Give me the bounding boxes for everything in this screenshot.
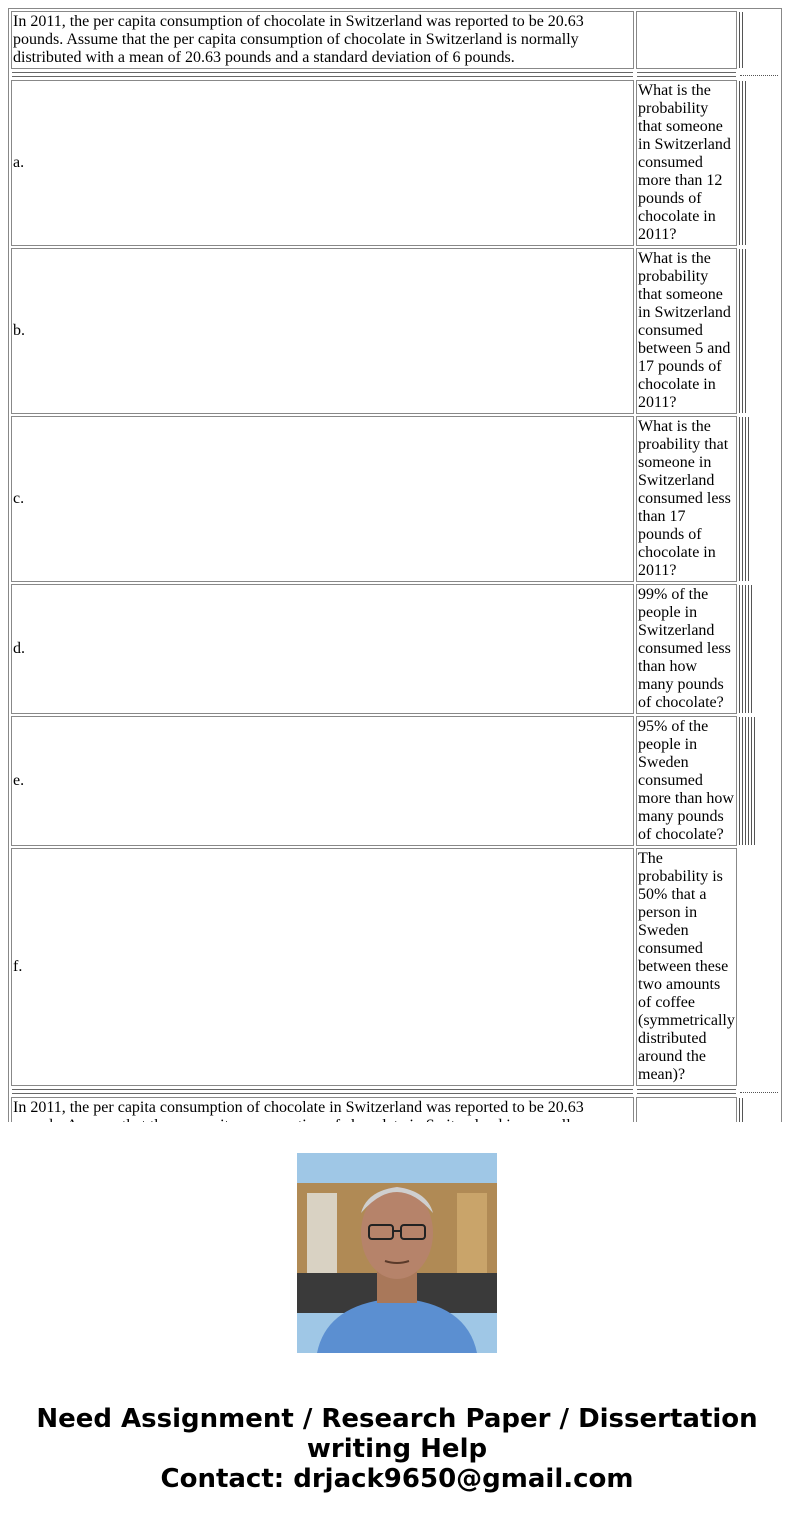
contact-banner (0, 1404, 794, 1494)
question-row (11, 80, 779, 246)
vertical-rule-lines (739, 417, 779, 581)
double-rule (12, 1089, 633, 1094)
question-text-cell: 95% of the people in Sweden consumed more than how many pounds of chocolate? (636, 716, 737, 846)
intro-row (11, 11, 779, 69)
intro-cell: In 2011, the per capita consumption of chocolate in Switzerland was reported to be 20.63 pounds. Assume that the per capita consumption of chocolate in Switzerland is normally distributed with a mean of 20.63 pounds and a standard deviation of 6 pounds. (11, 11, 634, 69)
cta-line-2: writing Help (306, 1434, 488, 1464)
double-rule (637, 1089, 736, 1094)
vertical-rule-lines (739, 717, 779, 845)
promo-footer (0, 1122, 794, 1523)
question-label-cell: c. (11, 416, 634, 582)
vertical-rule-lines (739, 249, 779, 413)
question-label-cell: a. (11, 80, 634, 246)
intro-cell: In 2011, the per capita consumption of chocolate in Switzerland was reported to be 20.63 (11, 1097, 634, 1155)
problem-table (8, 8, 782, 1158)
question-row (11, 716, 779, 846)
question-text-cell: What is the probability that someone in Switzerland consumed between 5 and 17 pounds of chocolate in 2011? (636, 248, 737, 414)
intro-bar-cell (739, 11, 779, 69)
question-row (11, 248, 779, 414)
question-row (11, 848, 779, 1086)
vertical-rule-lines (739, 585, 779, 713)
question-label-cell: f. (11, 848, 634, 1086)
question-text-cell: What is the probability that someone in Switzerland consumed more than 12 pounds of chocolate in 2011? (636, 80, 737, 246)
double-rule (12, 72, 633, 77)
divider-row (11, 1088, 779, 1095)
divider-row (11, 71, 779, 78)
dotted-rule (740, 1092, 778, 1093)
question-label-cell: e. (11, 716, 634, 846)
cta-line-1: Need Assignment / Research Paper / Dissertation (36, 1404, 758, 1434)
question-label-cell: d. (11, 584, 634, 714)
cta-contact-line[interactable]: Contact: drjack9650@gmail.com (160, 1464, 634, 1494)
question-text-cell: 99% of the people in Switzerland consumed less than how many pounds of chocolate? (636, 584, 737, 714)
question-text-cell: The probability is 50% that a person in Sweden consumed between these two amounts of coffee (symmetrically distributed around the mean)? (636, 848, 737, 1086)
vertical-rule-lines (739, 81, 779, 245)
double-rule (637, 72, 736, 77)
dotted-rule (740, 75, 778, 76)
question-label-cell: b. (11, 248, 634, 414)
question-text-cell: What is the proability that someone in Switzerland consumed less than 17 pounds of chocolate in 2011? (636, 416, 737, 582)
vertical-rule-lines (739, 12, 779, 68)
question-row (11, 416, 779, 582)
question-row (11, 584, 779, 714)
intro-empty-cell (636, 11, 737, 69)
author-photo (297, 1153, 497, 1353)
